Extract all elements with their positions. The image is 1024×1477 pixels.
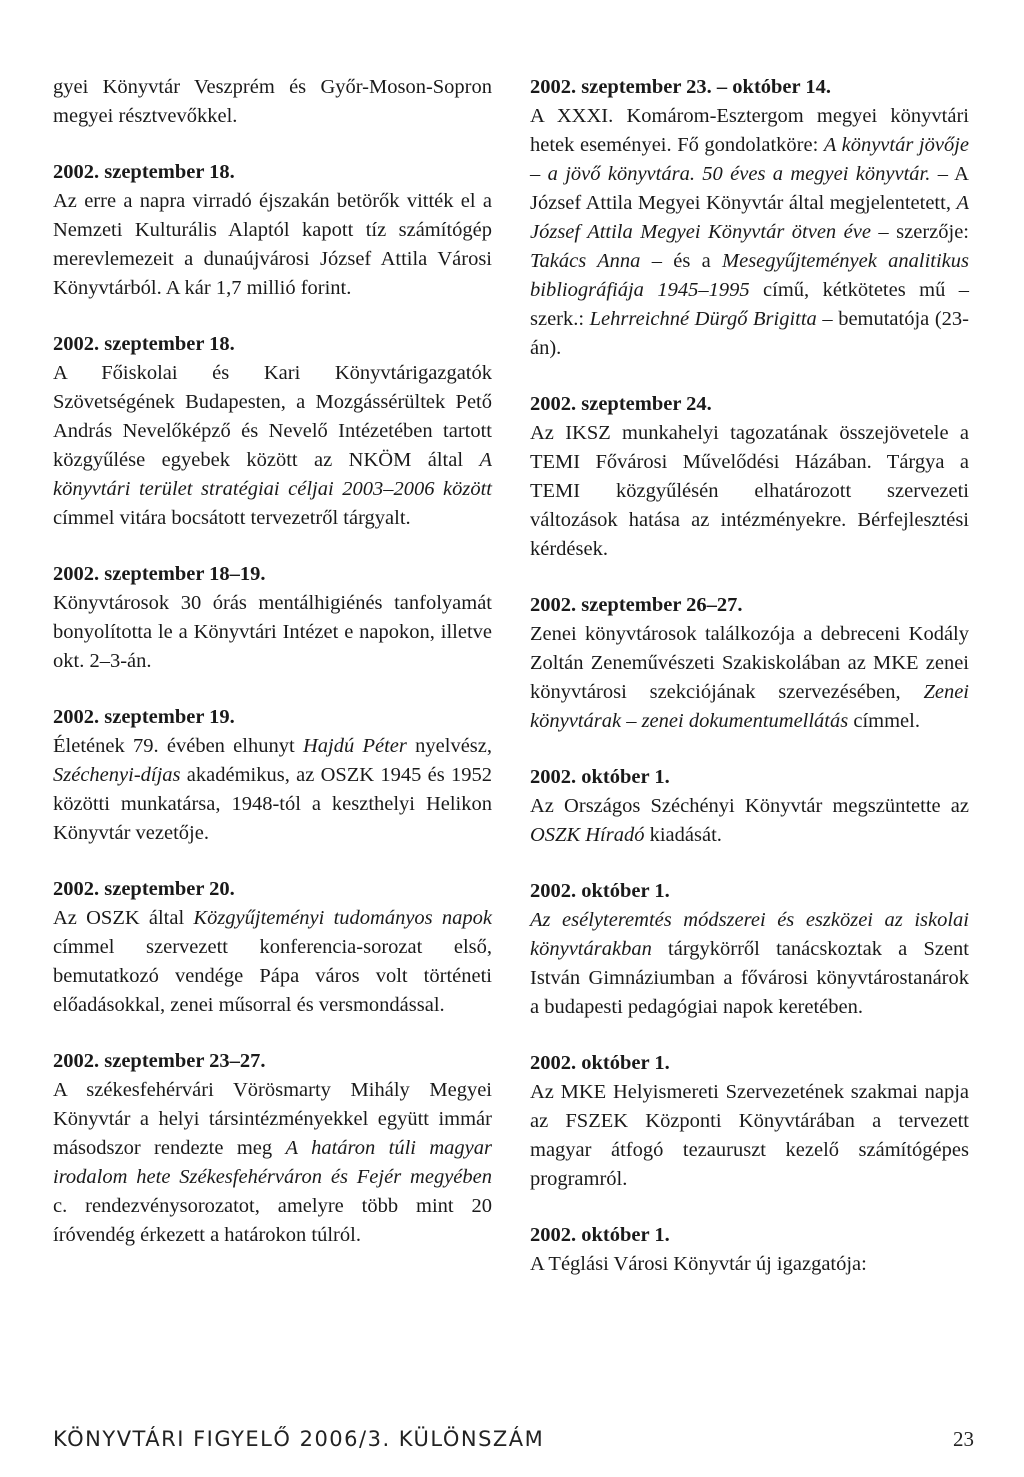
entry-date: 2002. szeptember 19. — [53, 706, 235, 728]
page-footer — [53, 1427, 974, 1457]
text-run: Zenei könyvtárosok találkozója a debreceni Kodály Zoltán Zeneművészeti Szakiskolában az MKE zenei könyvtárosi szekciójának szervezésében, — [530, 623, 969, 703]
italic-title: Takács Anna — [530, 250, 641, 272]
chronology-entry — [53, 875, 492, 1020]
text-run: – és a — [640, 250, 723, 272]
chronology-entry — [530, 73, 969, 363]
italic-title: Lehrreichné Dürgő Brigitta — [589, 308, 817, 330]
italic-title: A József Attila Megyei Könyvtár ötven éve — [530, 192, 969, 243]
italic-title: Mesegyűjtemények analitikus bibliográfiája 1945–1995 — [530, 250, 969, 301]
entry-text — [530, 792, 969, 850]
italic-title: Közgyűjteményi tudományos napok — [193, 907, 492, 929]
text-run: Az Országos Széchényi Könyvtár megszüntette az — [530, 795, 969, 817]
italic-title: A könyvtár jövője – a jövő könyvtára. 50 éves a megyei könyvtár. — [530, 134, 969, 185]
text-run: c. rendezvénysorozatot, amelyre több mint 20 íróvendég érkezett a határokon túlról. — [53, 1195, 492, 1246]
text-run: A Téglási Városi Könyvtár új igazgatója: — [530, 1253, 867, 1275]
text-run: kiadását. — [644, 824, 722, 846]
text-run: Az erre a napra virradó éjszakán betörők vitték el a Nemzeti Kulturális Alaptól kapott tíz számítógép merevlemezeit a dunaújvárosi József Attila Városi Könyvtárból. A kár 1,7 millió forint. — [53, 190, 492, 299]
entry-text — [530, 906, 969, 1022]
text-run: címmel. — [848, 710, 920, 732]
text-run: címmel vitára bocsátott tervezetről tárgyalt. — [53, 507, 411, 529]
entry-text — [53, 732, 492, 848]
entry-date: 2002. szeptember 26–27. — [530, 594, 743, 616]
entry-date: 2002. szeptember 24. — [530, 393, 712, 415]
text-run: címmel szervezett konferencia-sorozat első, bemutatkozó vendége Pápa város volt történeti előadásokkal, zenei műsorral és versmondással. — [53, 936, 492, 1016]
entry-text — [530, 620, 969, 736]
entry-date: 2002. október 1. — [530, 1224, 670, 1246]
entry-date: 2002. szeptember 20. — [53, 878, 235, 900]
chronology-entry — [530, 877, 969, 1022]
chronology-entry — [530, 1221, 969, 1279]
entry-date: 2002. október 1. — [530, 1052, 670, 1074]
entry-text — [53, 589, 492, 676]
italic-title: Az esélyteremtés módszerei és eszközei az iskolai könyvtárakban — [530, 909, 969, 960]
text-run: akadémikus, az OSZK 1945 és 1952 közötti munkatársa, 1948-tól a keszthelyi Helikon Könyvtár vezetője. — [53, 764, 492, 844]
italic-title: OSZK Híradó — [530, 824, 645, 846]
text-run: nyelvész, — [406, 735, 492, 757]
entry-date: 2002. október 1. — [530, 880, 670, 902]
chronology-entry — [530, 1049, 969, 1194]
entry-text — [53, 73, 492, 131]
chronology-entry — [530, 763, 969, 850]
text-run: Az MKE Helyismereti Szervezetének szakmai napja az FSZEK Központi Könyvtárában a tervezett magyar átfogó tezauruszt kezelő számítógépes programról. — [530, 1081, 969, 1190]
entry-text — [530, 1250, 969, 1279]
entry-date: 2002. szeptember 18–19. — [53, 563, 266, 585]
text-run: A Főiskolai és Kari Könyvtárigazgatók Szövetségének Budapesten, a Mozgássérültek Pető András Nevelőképző és Nevelő Intézetében tartott közgyűlése egyebek között az NKÖM által — [53, 362, 492, 471]
page-number: 23 — [953, 1427, 974, 1451]
chronology-entry — [530, 591, 969, 736]
chronology-entry — [53, 703, 492, 848]
italic-title: Hajdú Péter — [302, 735, 407, 757]
chronology-entry — [53, 1047, 492, 1250]
text-run: – szerzője: — [870, 221, 969, 243]
left-column — [53, 73, 492, 1277]
text-run: Az OSZK által — [53, 907, 194, 929]
entry-text — [53, 1076, 492, 1250]
entry-date: 2002. szeptember 18. — [53, 161, 235, 183]
entry-text — [530, 419, 969, 564]
chronology-entry — [530, 390, 969, 564]
text-run: című, kétkötetes mű – szerk.: — [530, 279, 970, 330]
chronology-entry — [53, 330, 492, 533]
text-run: – A József Attila Megyei Könyvtár által megjelentetett, — [530, 163, 969, 214]
chronology-entry — [53, 158, 492, 303]
text-run: A XXXI. Komárom-Esztergom megyei könyvtári hetek eseményei. Fő gondolatköre: — [530, 105, 969, 156]
entry-date: 2002. szeptember 23–27. — [53, 1050, 266, 1072]
entry-text — [53, 904, 492, 1020]
italic-title: A határon túli magyar irodalom hete Székesfehérváron és Fejér megyében — [53, 1137, 492, 1188]
entry-text — [530, 102, 969, 363]
italic-title: Zenei könyvtárak – zenei dokumentumellátás — [530, 681, 969, 732]
text-run: A székesfehérvári Vörösmarty Mihály Megyei Könyvtár a helyi társintézményekkel együtt immár másodszor rendezte meg — [53, 1079, 492, 1159]
right-column — [530, 73, 969, 1306]
italic-title: Széchenyi-díjas — [53, 764, 181, 786]
text-run: – bemutatója (23-án). — [530, 308, 969, 359]
text-run: tárgykörről tanácskoztak a Szent István Gimnáziumban a fővárosi könyvtárostanárok a budapesti pedagógiai napok keretében. — [530, 938, 969, 1018]
entry-date: 2002. október 1. — [530, 766, 670, 788]
text-run: Az IKSZ munkahelyi tagozatának összejövetele a TEMI Fővárosi Művelődési Házában. Tárgya a TEMI közgyűlésén elhatározott szervezeti változások hatása az intézményekre. Bérfejlesztési kérdések. — [530, 422, 969, 560]
entry-date: 2002. szeptember 18. — [53, 333, 235, 355]
chronology-entry — [53, 73, 492, 131]
entry-text — [53, 359, 492, 533]
chronology-entry — [53, 560, 492, 676]
italic-title: A könyvtári terület stratégiai céljai 2003–2006 között — [53, 449, 492, 500]
text-run: Könyvtárosok 30 órás mentálhigiénés tanfolyamát bonyolította le a Könyvtári Intézet e napokon, illetve okt. 2–3-án. — [53, 592, 492, 672]
journal-title: KÖNYVTÁRI FIGYELŐ 2006/3. KÜLÖNSZÁM — [53, 1427, 545, 1451]
entry-text — [530, 1078, 969, 1194]
text-run: gyei Könyvtár Veszprém és Győr-Moson-Sopron megyei résztvevőkkel. — [53, 76, 492, 127]
entry-text — [53, 187, 492, 303]
entry-date: 2002. szeptember 23. – október 14. — [530, 76, 832, 98]
text-run: Életének 79. évében elhunyt — [53, 735, 303, 757]
